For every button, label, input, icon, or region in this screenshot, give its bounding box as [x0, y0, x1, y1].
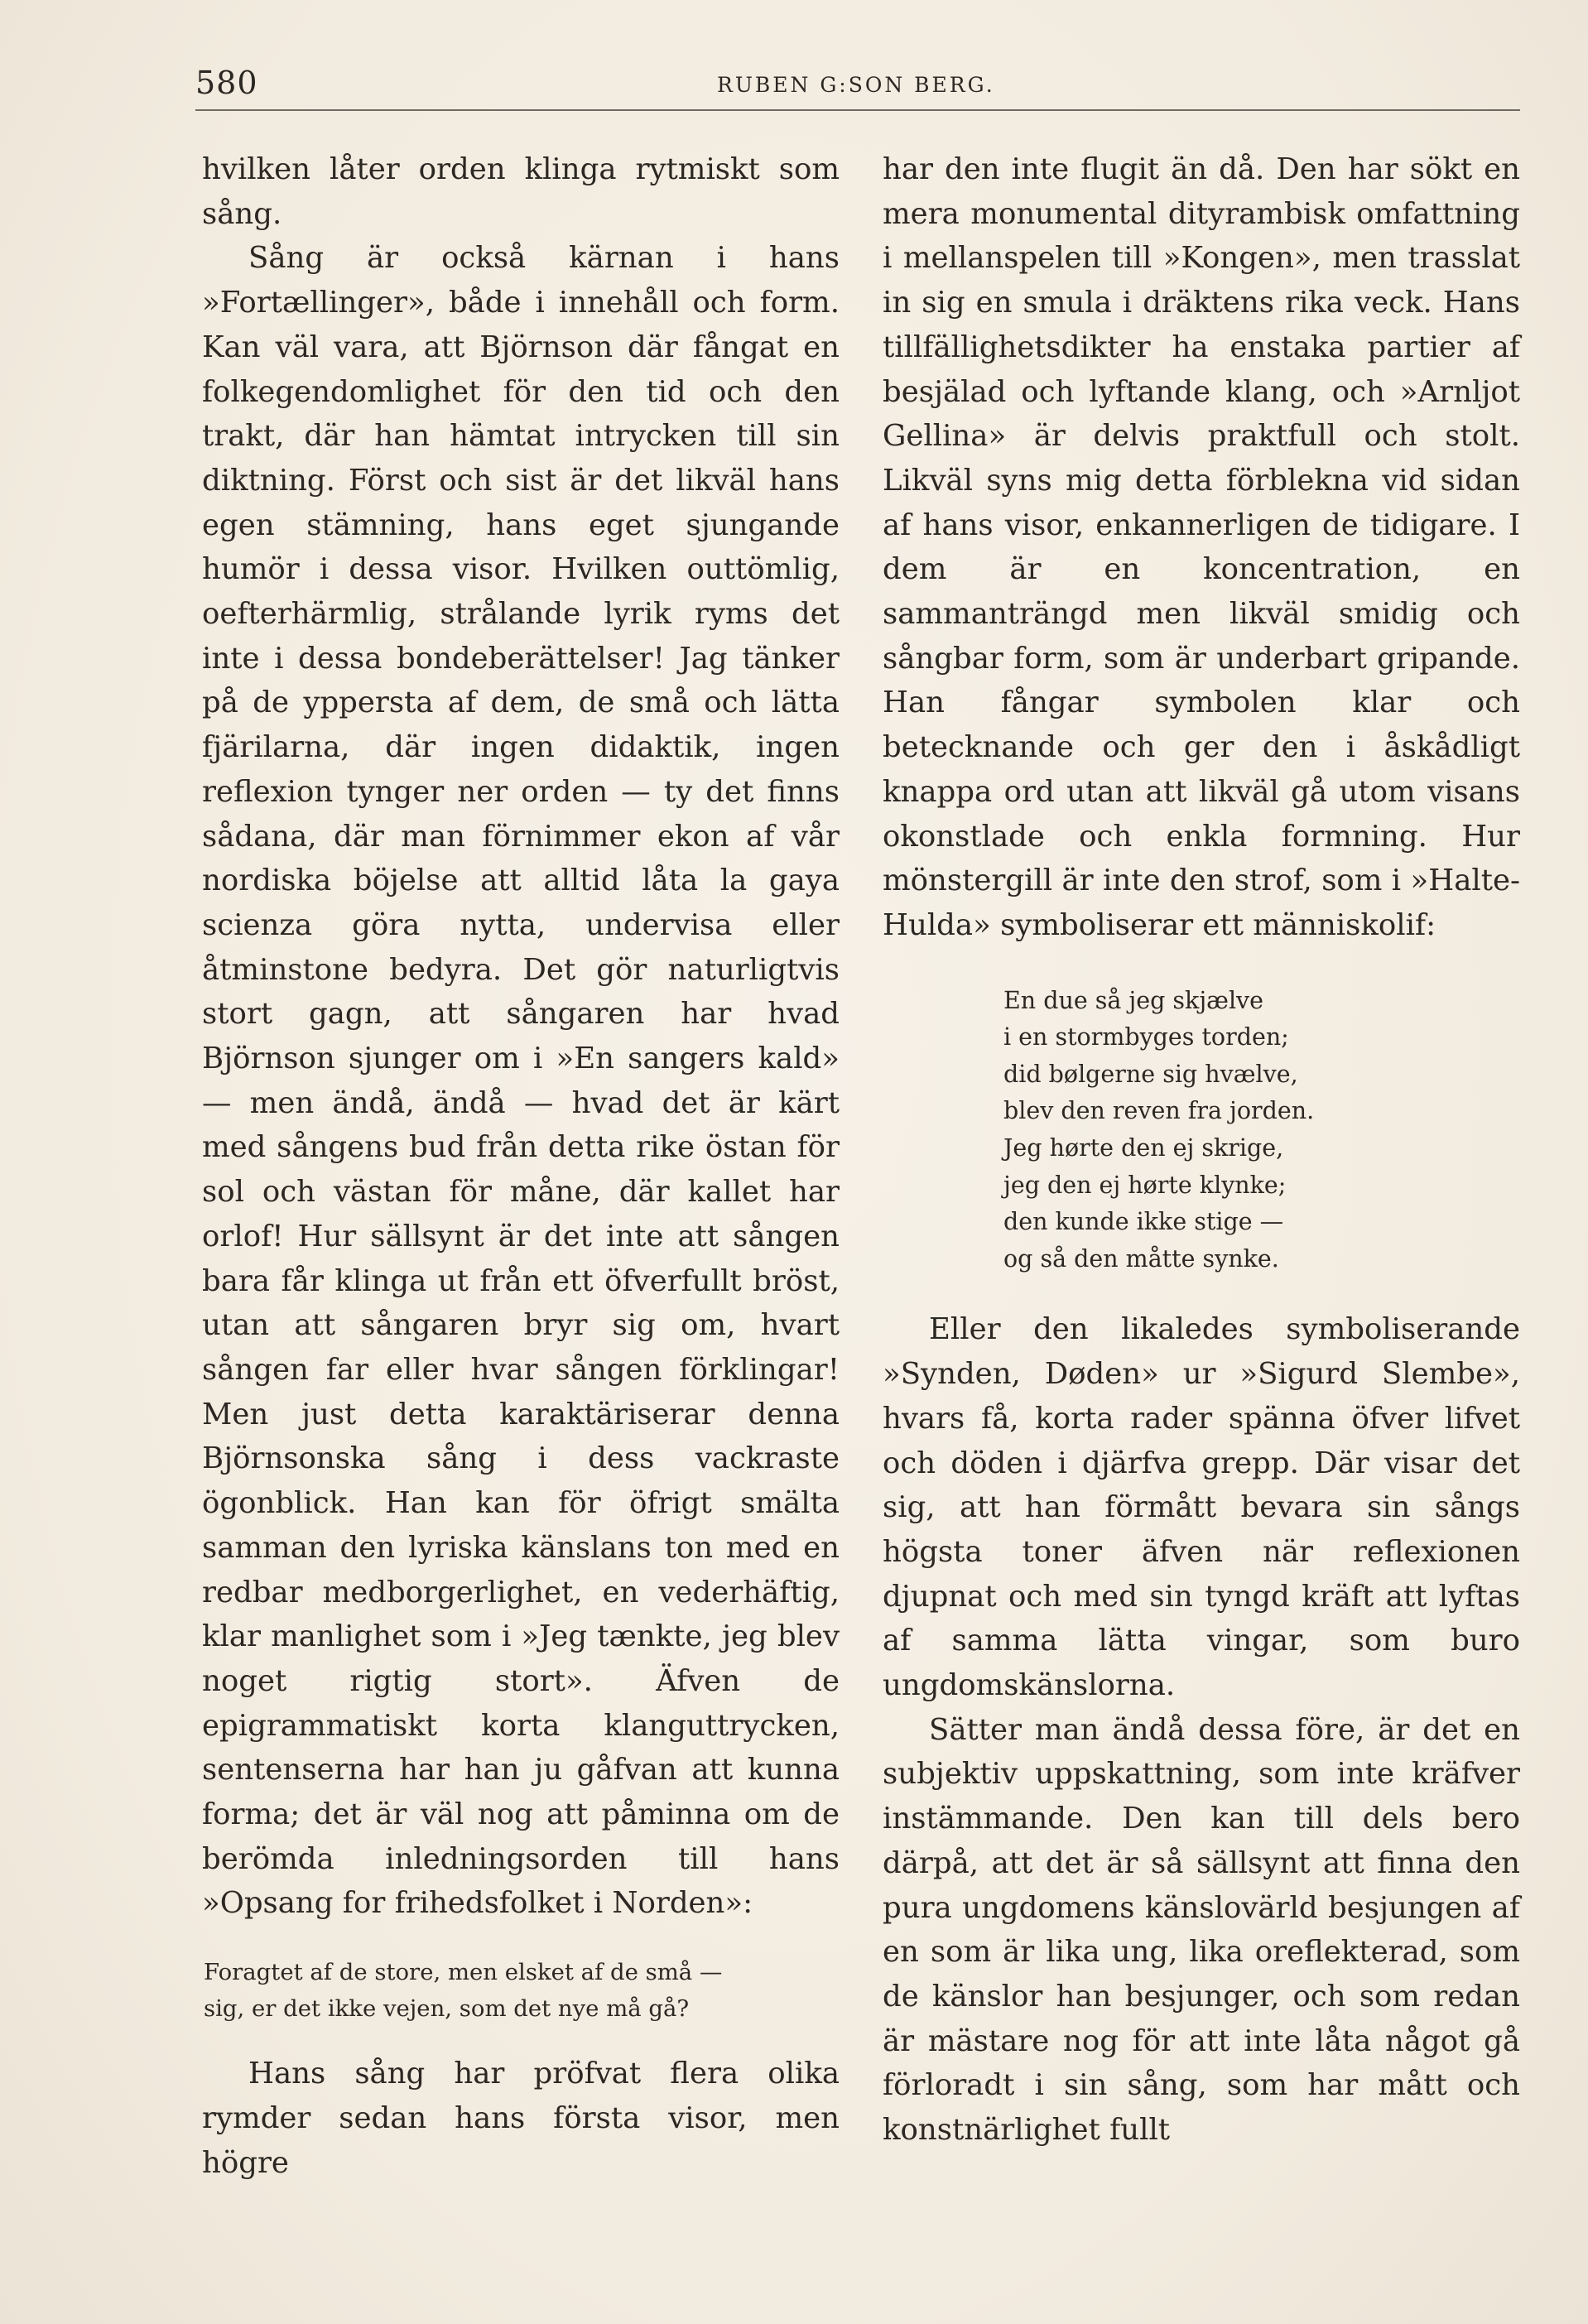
page-header — [195, 65, 1520, 111]
poem-line: den kunde ikke stige — — [1003, 1208, 1284, 1236]
page-number: 580 — [195, 65, 258, 101]
poem-line: Jeg hørte den ej skrige, — [1003, 1134, 1284, 1162]
paragraph-synden: Eller den likaledes symboliserande »Synden, Døden» ur »Sigurd Slembe», hvars få, korta rader spänna öfver lifvet och döden i djärfva grepp. Där visar det sig, att han förmått bevara sin sångs högsta toner äfven när reflexionen djupnat och med sin tyngd kräft att lyftas af samma lätta vingar, som buro ungdomskänslorna. — [883, 1312, 1520, 1703]
poem-line: jeg den ej hørte klynke; — [1003, 1171, 1287, 1199]
left-column — [202, 147, 840, 2185]
poem-line: En due så jeg skjælve — [1003, 986, 1264, 1014]
paragraph-closing: Hans sång har pröfvat flera olika rymder sedan hans första visor, men högre — [202, 2057, 840, 2180]
paragraph-fortaellinger: Sång är också kärnan i hans »Fortællinger», både i innehåll och form. Kan väl vara, att Björnson där fångat en folkegendomlighet för den tid och den trakt, där han hämtat intrycken till sin diktning. Först och sist är det likväl hans egen stämning, hans eget sjungande humör i dessa visor. Hvilken outtömlig, oefterhärmlig, strålande lyrik ryms det inte i dessa bondeberättelser! Jag tänker på de yppersta af dem, de små och lätta fjärilarna, där ingen didaktik, ingen reflexion tynger ner orden — ty det finns sådana, där man förnimmer ekon af vår nordiska böjelse att alltid låta la gaya scienza göra nytta, undervisa eller åtminstone bedyra. Det gör naturligtvis stort gagn, att sångaren har hvad Björnson sjunger om i »En sangers kald» — men ändå, ändå — hvad det är kärt med sångens bud från detta rike östan för sol och västan för måne, där kallet har orlof! Hur sällsynt är det inte att sången bara får klinga ut från ett öfverfullt bröst, utan att sångaren bryr sig om, hvart sången far eller hvar sången förklingar! Men just detta karaktäriserar denna Björnsonska sång i dess vackraste ögonblick. Han kan för öfrigt smälta samman den lyriska känslans ton med en redbar medborgerlighet, en vederhäftig, klar manlighet som i »Jeg tænkte, jeg blev noget rigtig stort». Äfven de epigrammatiskt korta klanguttrycken, sentenserna har han ju gåfvan att kunna forma; det är väl nog att påminna om de berömda inledningsorden till hans »Opsang for frihedsfolket i Norden»: — [202, 241, 840, 1921]
poem-quote — [883, 983, 1520, 1278]
paragraph-continued: hvilken låter orden klinga rytmiskt som sång. — [202, 152, 840, 231]
quote-line: sig, er det ikke vejen, som det nye må gå? — [204, 1995, 690, 2023]
epigram-quote — [202, 1954, 840, 2027]
paragraph-subjektiv: Sätter man ändå dessa före, är det en subjektiv uppskattning, som inte kräfver instämmande. Den kan till dels bero därpå, att det är så sällsynt att finna den pura ungdomens känslovärld besjungen af en som är lika ung, lika oreflekterad, som de känslor han besjunger, och som redan är mästare nog för att inte låta något gå förloradt i sin sång, som har mått och konstnärlighet fullt — [883, 1712, 1520, 2148]
right-column — [883, 147, 1520, 2153]
quote-line: Foragtet af de store, men elsket af de små — — [204, 1959, 723, 1986]
running-head: RUBEN G:SON BERG. — [717, 73, 995, 97]
header-rule — [195, 109, 1520, 111]
poem-line: did bølgerne sig hvælve, — [1003, 1060, 1298, 1088]
poem-line: og så den måtte synke. — [1003, 1244, 1279, 1273]
paragraph-opening: har den inte flugit än då. Den har sökt en mera monumental dityrambisk omfattning i mellanspelen till »Kongen», men trasslat in sig en smula i dräktens rika veck. Hans tillfällighetsdikter ha enstaka partier af besjälad och lyftande klang, och »Arnljot Gellina» är delvis praktfull och stolt. Likväl syns mig detta förblekna vid sidan af hans visor, enkannerligen de tidigare. I dem är en koncentration, en sammanträngd men likväl smidig och sångbar form, som är underbart gripande. Han fångar symbolen klar och betecknande och ger den i åskådligt knappa ord utan att likväl gå utom visans okonstlade och enkla formning. Hur mönstergill är inte den strof, som i »Halte-Hulda» symboliserar ett människolif: — [883, 152, 1520, 942]
poem-line: i en stormbyges torden; — [1003, 1023, 1289, 1051]
poem-line: blev den reven fra jorden. — [1003, 1097, 1315, 1125]
